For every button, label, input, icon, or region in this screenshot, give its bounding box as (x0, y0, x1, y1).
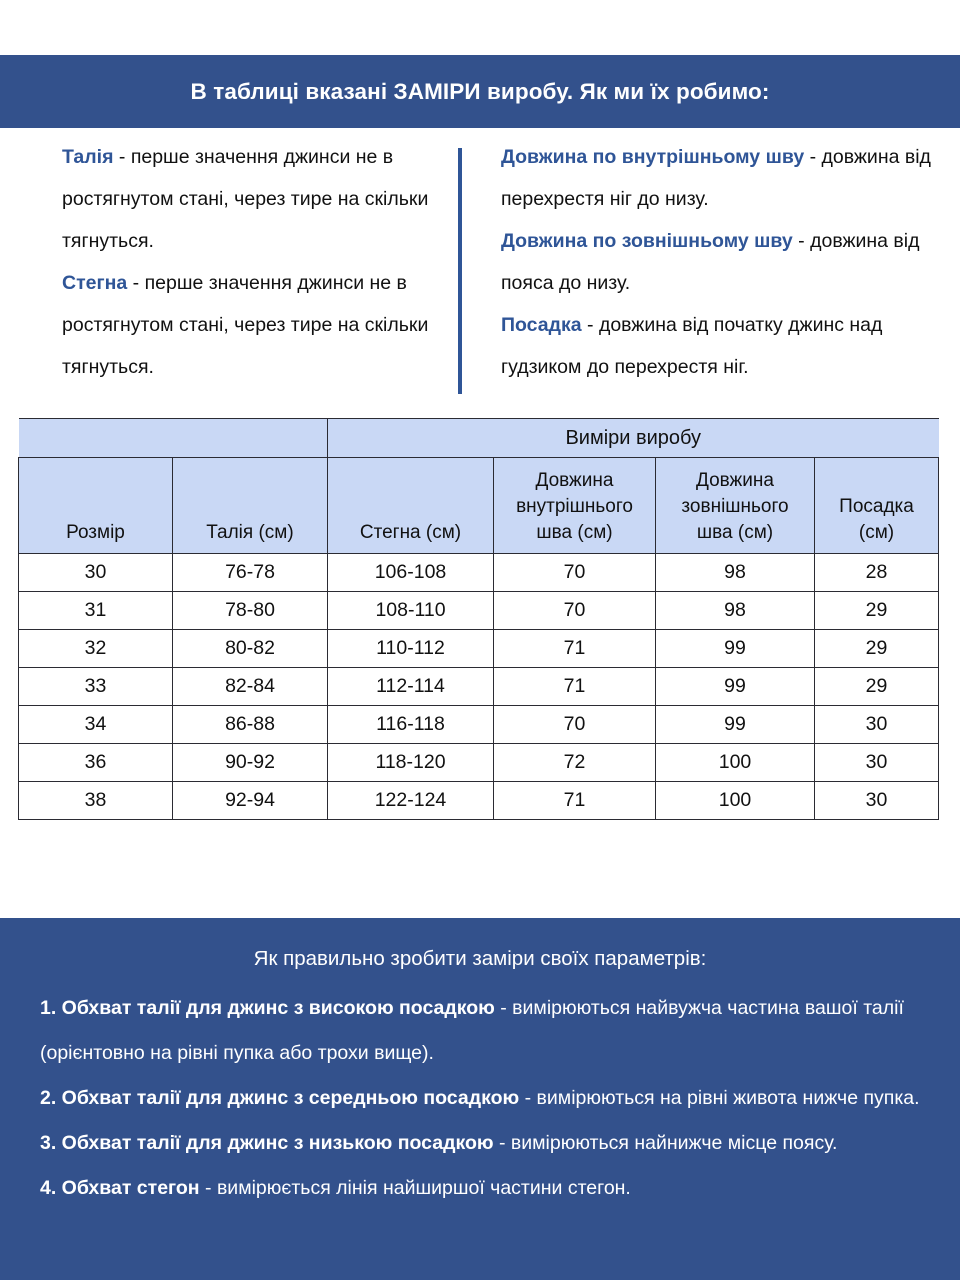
definition-hips-body: перше значення джинси не в ростягнутом стані, через тире на скільки тягнуться. (62, 272, 429, 378)
cell-size: 31 (19, 592, 173, 630)
column-header-inseam-line-1: Довжина (535, 470, 614, 491)
column-header-outseam-line-3: шва (см) (696, 522, 774, 543)
cell-rise: 29 (815, 668, 939, 706)
column-header-size (19, 458, 173, 554)
cell-outseam: 99 (656, 668, 815, 706)
cell-hips: 112-114 (328, 668, 494, 706)
cell-rise: 30 (815, 782, 939, 820)
column-header-rise-line-1: Посадка (839, 496, 914, 517)
definition-outseam-term: Довжина по зовнішньому шву (501, 230, 793, 252)
table-row (19, 782, 939, 820)
definition-rise (501, 304, 933, 388)
instruction-item-2-body: вимірюються на рівні живота нижче пупка. (536, 1087, 920, 1109)
definition-hips (62, 262, 444, 388)
column-header-outseam-line-1: Довжина (696, 470, 774, 491)
cell-inseam: 71 (494, 668, 656, 706)
cell-inseam: 71 (494, 782, 656, 820)
definition-rise-body: довжина від початку джинс над гудзиком до перехрестя ніг. (501, 314, 883, 378)
definition-outseam-body: довжина від пояса до низу. (501, 230, 920, 294)
top-banner-title: В таблиці вказані ЗАМІРИ виробу. Як ми їх робимо: (190, 78, 770, 104)
bottom-instructions-panel (0, 918, 960, 1280)
definition-outseam-separator: - (792, 230, 811, 252)
table-row (19, 668, 939, 706)
measurements-table-body (19, 554, 939, 820)
definition-outseam (501, 220, 933, 304)
instruction-item-1-strong: 1. Обхват талії для джинс з високою посадкою (40, 997, 495, 1019)
definitions-section (0, 136, 960, 398)
cell-hips: 116-118 (328, 706, 494, 744)
instruction-item-3 (40, 1121, 920, 1166)
definition-hips-term: Стегна (62, 272, 128, 294)
cell-size: 36 (19, 744, 173, 782)
cell-hips: 118-120 (328, 744, 494, 782)
cell-outseam: 98 (656, 554, 815, 592)
cell-size: 38 (19, 782, 173, 820)
column-header-hips (328, 458, 494, 554)
cell-rise: 29 (815, 630, 939, 668)
cell-size: 34 (19, 706, 173, 744)
definition-inseam-term: Довжина по внутрішньому шву (501, 146, 805, 168)
instruction-item-2 (40, 1076, 920, 1121)
measurements-table (18, 418, 939, 820)
cell-waist: 82-84 (173, 668, 328, 706)
cell-inseam: 72 (494, 744, 656, 782)
table-row (19, 592, 939, 630)
column-header-hips-line-1: Стегна (см) (359, 522, 462, 543)
cell-size: 32 (19, 630, 173, 668)
cell-inseam: 70 (494, 554, 656, 592)
column-header-rise (815, 458, 939, 554)
definition-waist-separator: - (113, 146, 131, 168)
column-header-waist (173, 458, 328, 554)
definition-hips-separator: - (127, 272, 145, 294)
table-banner-pad-1 (19, 419, 173, 458)
definition-waist (62, 136, 444, 262)
cell-inseam: 70 (494, 706, 656, 744)
instruction-item-3-strong: 3. Обхват талії для джинс з низькою посадкою (40, 1132, 494, 1154)
cell-waist: 92-94 (173, 782, 328, 820)
definitions-right-column (501, 136, 933, 388)
instruction-item-1-body: вимірюються найвужча частина вашої талії (орієнтовно на рівні пупка або трохи вище). (40, 997, 904, 1064)
cell-waist: 90-92 (173, 744, 328, 782)
definition-rise-separator: - (581, 314, 599, 336)
column-header-outseam-line-2: зовнішнього (681, 496, 789, 517)
column-header-outseam (656, 458, 815, 554)
table-banner-pad-2 (173, 419, 328, 458)
column-header-inseam (494, 458, 656, 554)
bottom-panel-title: Як правильно зробити заміри своїх параметрів: (253, 947, 707, 970)
cell-hips: 110-112 (328, 630, 494, 668)
definition-inseam-separator: - (804, 146, 822, 168)
cell-size: 33 (19, 668, 173, 706)
instruction-item-4-strong: 4. Обхват стегон (40, 1177, 200, 1199)
cell-outseam: 99 (656, 630, 815, 668)
definition-inseam (501, 136, 933, 220)
definition-waist-term: Талія (62, 146, 114, 168)
cell-inseam: 71 (494, 630, 656, 668)
cell-outseam: 99 (656, 706, 815, 744)
cell-waist: 78-80 (173, 592, 328, 630)
instruction-item-4 (40, 1166, 920, 1211)
instruction-item-2-strong: 2. Обхват талії для джинс з середньою посадкою (40, 1087, 520, 1109)
column-header-inseam-line-3: шва (см) (536, 522, 613, 543)
table-banner-cell (328, 419, 939, 458)
cell-outseam: 98 (656, 592, 815, 630)
table-row (19, 630, 939, 668)
column-header-rise-line-2: (см) (858, 522, 895, 543)
cell-waist: 80-82 (173, 630, 328, 668)
cell-hips: 106-108 (328, 554, 494, 592)
top-banner (0, 55, 960, 128)
column-header-size-line-1: Розмір (66, 522, 125, 543)
column-header-inseam-line-2: внутрішнього (516, 496, 633, 517)
table-banner-row (19, 419, 939, 458)
instruction-item-3-body: вимірюються найнижче місце поясу. (510, 1132, 838, 1154)
instruction-item-1 (40, 986, 920, 1076)
instruction-item-2-separator: - (519, 1087, 537, 1109)
definition-waist-body: перше значення джинси не в ростягнутом стані, через тире на скільки тягнуться. (62, 146, 429, 252)
table-banner-label: Виміри виробу (565, 426, 702, 449)
cell-hips: 122-124 (328, 782, 494, 820)
column-header-waist-line-1: Талія (см) (206, 522, 294, 543)
definition-inseam-body: довжина від перехрестя ніг до низу. (501, 146, 931, 210)
instruction-item-4-body: вимірюється лінія найширшої частини стегон. (216, 1177, 631, 1199)
table-header-row (19, 458, 939, 554)
instruction-item-4-separator: - (199, 1177, 217, 1199)
instruction-item-1-separator: - (494, 997, 513, 1019)
cell-rise: 30 (815, 744, 939, 782)
cell-outseam: 100 (656, 744, 815, 782)
cell-inseam: 70 (494, 592, 656, 630)
measurements-table-wrapper (18, 418, 938, 820)
definitions-vertical-divider (458, 148, 462, 394)
cell-waist: 86-88 (173, 706, 328, 744)
bottom-instructions-list (40, 986, 920, 1211)
table-row (19, 554, 939, 592)
definition-rise-term: Посадка (501, 314, 582, 336)
definitions-left-column (62, 136, 444, 388)
cell-rise: 29 (815, 592, 939, 630)
instruction-item-3-separator: - (493, 1132, 511, 1154)
cell-outseam: 100 (656, 782, 815, 820)
cell-size: 30 (19, 554, 173, 592)
cell-hips: 108-110 (328, 592, 494, 630)
table-row (19, 744, 939, 782)
cell-waist: 76-78 (173, 554, 328, 592)
cell-rise: 28 (815, 554, 939, 592)
table-row (19, 706, 939, 744)
cell-rise: 30 (815, 706, 939, 744)
